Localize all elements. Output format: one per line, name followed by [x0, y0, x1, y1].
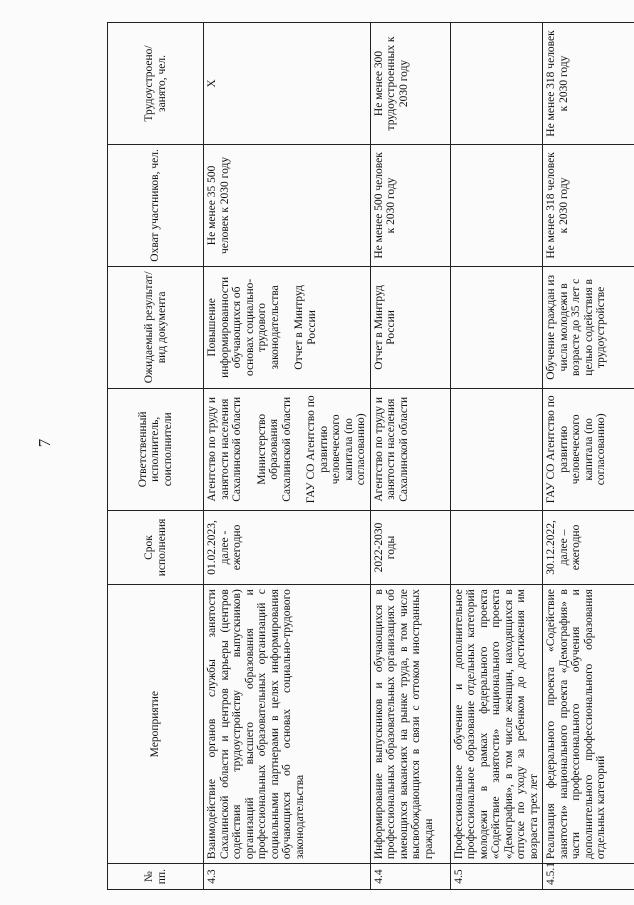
row-activity: Информирование выпускников и обучающихся в профессиональных образовательных организациях об имеющихся вакансиях на рынке труда, в том числе высвобождающихся в связи с оттоком иностранных граждан: [370, 585, 450, 864]
header-num: № пп.: [108, 864, 204, 890]
row-coverage: Не менее 500 человек к 2030 году: [370, 144, 450, 266]
row-num: 4.4: [370, 864, 450, 890]
row-employed: Х: [204, 23, 371, 145]
responsible-line: ГАУ СО Агентство по развитию человеческого капитала (по согласованию): [305, 395, 367, 504]
header-deadline: Срок исполнения: [108, 510, 204, 584]
table-row: [370, 23, 450, 890]
page-number: 7: [35, 438, 54, 448]
row-responsible: Агентство по труду и занятости населения Сахалинской области: [370, 388, 450, 510]
row-result: [204, 266, 371, 388]
row-employed: [450, 23, 543, 145]
table-row: [204, 23, 371, 890]
row-num: 4.3: [204, 864, 371, 890]
row-deadline: 30.12.2022, далее – ежегодно: [543, 510, 634, 584]
result-line: Повышение информированности обучающихся об основах социально-трудового законодательства: [206, 276, 281, 378]
header-result: Ожидаемый результат/ вид документа: [108, 266, 204, 388]
responsible-line: Агентство по труду и занятости населения Сахалинской области: [206, 396, 243, 502]
row-coverage: Не менее 35 500 человек к 2030 году: [204, 144, 371, 266]
row-activity: Профессиональное обучение и дополнительное профессиональное образование отдельных категорий молодежи в рамках федерального проекта «Содействие занятости» национального проекта «Демография», в том числе женщин, находящихся в отпуске по уходу за ребенком до достижения им возраста трех лет: [450, 585, 543, 864]
row-deadline: 2022-2030 годы: [370, 510, 450, 584]
header-employed: Трудоустроено/ занято, чел.: [108, 23, 204, 145]
table-row: [450, 23, 543, 890]
table-row: [543, 23, 634, 890]
header-activity: Мероприятие: [108, 585, 204, 864]
row-coverage: [450, 144, 543, 266]
action-plan-table: [107, 22, 634, 890]
row-num: 4.5.1: [543, 864, 634, 890]
row-responsible: [204, 388, 371, 510]
responsible-line: Министерство образования Сахалинской области: [255, 396, 293, 502]
table-header-row: [108, 23, 204, 890]
row-num: 4.5: [450, 864, 543, 890]
row-activity: Реализация федерального проекта «Содействие занятости» национального проекта «Демография» в части профессионального обучения и дополнительного профессионального образования отдельных категорий: [543, 585, 634, 864]
row-coverage: Не менее 318 человек к 2030 году: [543, 144, 634, 266]
row-result: Отчет в Минтруд России: [370, 266, 450, 388]
header-coverage: Охват участников, чел.: [108, 144, 204, 266]
row-employed: Не менее 300 трудоустроенных к 2030 году: [370, 23, 450, 145]
row-deadline: 01.02.2023, далее - ежегодно: [204, 510, 371, 584]
row-responsible: ГАУ СО Агентство по развитию человеческого капитала (по согласованию): [543, 388, 634, 510]
row-employed: Не менее 318 человек к 2030 году: [543, 23, 634, 145]
result-line: Отчет в Минтруд России: [293, 285, 318, 370]
row-result: [450, 266, 543, 388]
row-responsible: [450, 388, 543, 510]
row-deadline: [450, 510, 543, 584]
row-activity: Взаимодействие органов службы занятости Сахалинской области и центров карьеры (центров содействия трудоустройству выпускников) организаций высшего образования и профессиональных образовательных организаций с социальными партнерами в целях информирования обучающихся об основах социально-трудового законодательства: [204, 585, 371, 864]
rotated-table-wrapper: [107, 22, 617, 890]
row-result: Обучение граждан из числа молодежи в возрасте до 35 лет с целью содействия в трудоустройстве: [543, 266, 634, 388]
header-responsible: Ответственный исполнитель, соисполнители: [108, 388, 204, 510]
